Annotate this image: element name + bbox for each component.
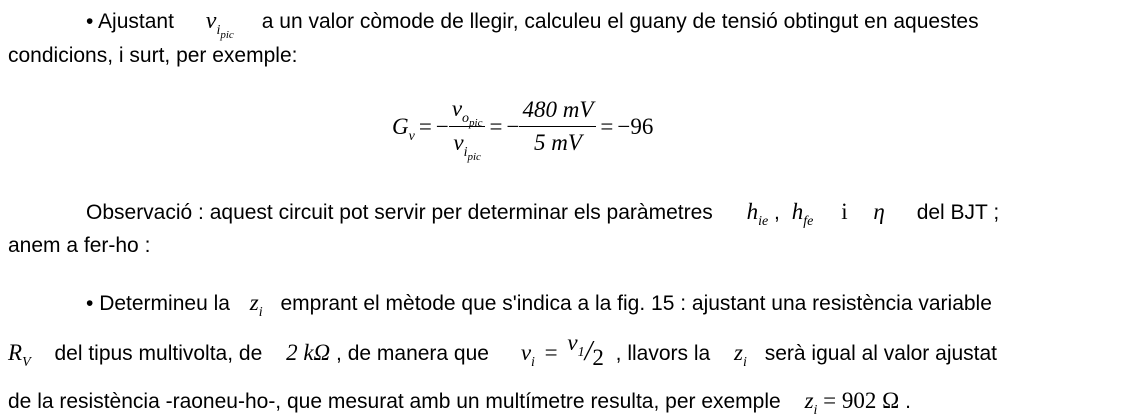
paragraph-3-line-1 <box>86 290 992 320</box>
text: , llavors la <box>615 342 711 365</box>
comma: , <box>774 201 780 224</box>
text: a un valor còmode de llegir, calculeu el guany de tensió obtingut en aquestes <box>261 10 979 33</box>
text: emprant el mètode que s'indica a la fig. 15 : ajustant una resistència variable <box>280 292 992 315</box>
eq-sign: = <box>489 113 503 139</box>
paragraph-2-line-1 <box>86 199 1000 229</box>
text: de la resistència -raoneu-ho-, que mesurat amb un multímetre resulta, per exemple <box>8 390 781 413</box>
paragraph-3-line-3 <box>8 388 911 418</box>
text: del BJT ; <box>916 201 1000 224</box>
text: Determineu la <box>99 292 230 315</box>
math-vi-v1-2: $v_i = v_1/2$ <box>520 330 604 370</box>
paragraph-2-line-2: anem a fer-ho : <box>8 234 151 257</box>
eq-sign: = <box>418 113 432 139</box>
text: Observació : aquest circuit pot servir per determinar els paràmetres <box>86 201 713 224</box>
paragraph-3-line-2 <box>8 330 998 370</box>
text: Ajustant <box>98 10 174 33</box>
math-h-fe: $h_{fe}$ <box>791 199 814 229</box>
minus-sign: − <box>435 113 449 139</box>
text: serà igual al valor ajustat <box>764 342 998 365</box>
math-v-ipic: $v_{i_{pic}}$ <box>205 8 234 41</box>
fraction-numeric: $\frac{480 mV}{5 mV}$ <box>519 97 596 156</box>
result-value: −96 <box>617 113 654 139</box>
bullet: • <box>86 292 94 315</box>
math-z-i-2: $z_i$ <box>734 340 747 370</box>
math-eta: η <box>873 199 885 224</box>
math-h-ie: $h_{ie}$ <box>746 199 769 229</box>
math-R-V: $R_V$ <box>8 340 31 370</box>
paragraph-1-line-1 <box>86 8 979 41</box>
math-z-i-value: $z_i = 902$ Ω <box>804 388 900 418</box>
text: , de manera que <box>336 342 489 365</box>
eq-sign: = <box>600 113 614 139</box>
fraction-symbolic: $\frac{v_{o_{pic}}}{v_{i_{pic}}}$ <box>449 96 486 157</box>
conjunction-i: i <box>841 199 848 224</box>
bullet: • <box>86 10 94 33</box>
paragraph-1-line-2: condicions, i surt, per exemple: <box>8 44 298 67</box>
minus-sign: − <box>506 113 520 139</box>
math-z-i: $z_i$ <box>249 290 263 320</box>
period: . <box>905 390 911 413</box>
math-2kohm: 2 kΩ <box>286 340 331 365</box>
text: del tipus multivolta, de <box>54 342 263 365</box>
gain-equation <box>392 96 654 163</box>
eq-lhs: $G_v$ <box>392 113 415 144</box>
